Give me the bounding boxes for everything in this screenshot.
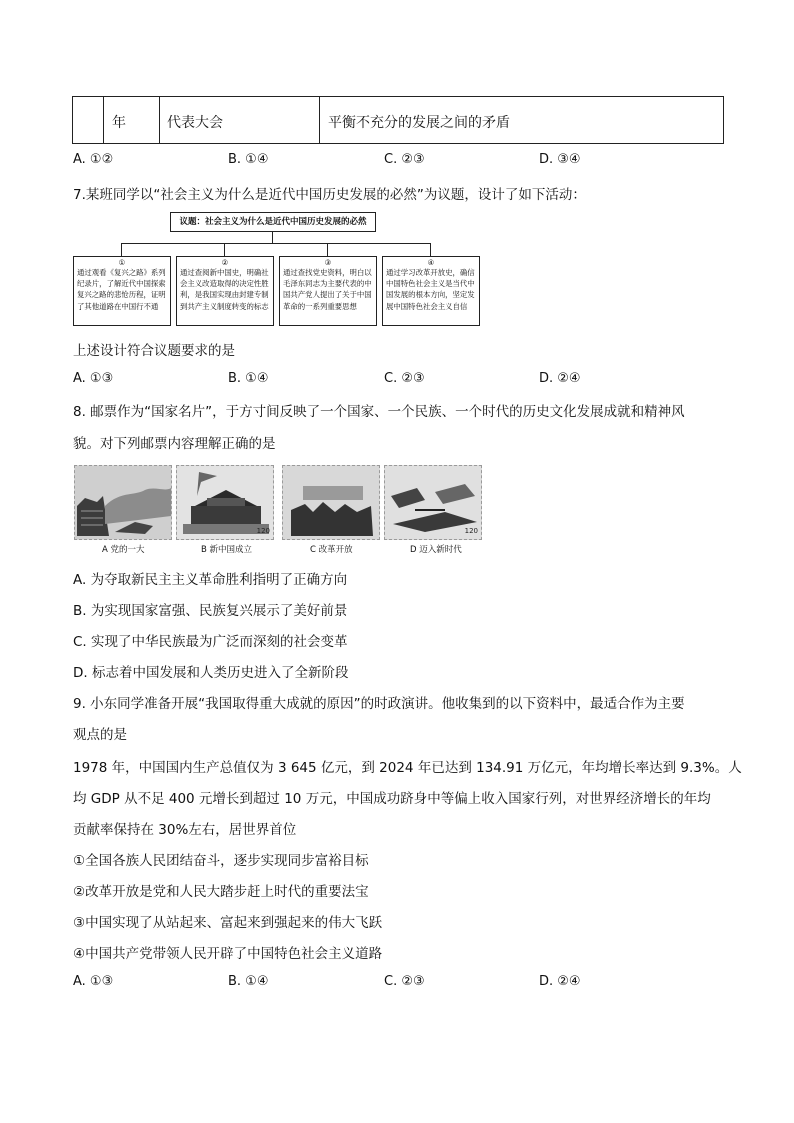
q9-material-line2: 均 GDP 从不足 400 元增长到超过 10 万元，中国成功跻身中等偏上收入国家行列，对世界经济增长的年均 xyxy=(73,791,711,807)
q9-option-c[interactable]: C. ②③ xyxy=(384,974,425,989)
stamp-a-caption: A 党的一大 xyxy=(102,545,145,555)
table-cell-2 xyxy=(103,97,160,143)
q8-option-a[interactable]: A. 为夺取新民主主义革命胜利指明了正确方向 xyxy=(73,572,348,588)
q9-item-4: ④中国共产党带领人民开辟了中国特色社会主义道路 xyxy=(73,946,383,962)
activity-box-3 xyxy=(279,256,377,326)
stamp-b-caption: B 新中国成立 xyxy=(201,545,253,555)
activity-text: 通过学习改革开放史，确信中国特色社会主义是当代中国发展的根本方向，坚定发展中国特色社会主义自信 xyxy=(386,268,475,311)
stamp-c-caption: C 改革开放 xyxy=(310,545,353,555)
activity-text: 通过观看《复兴之路》系列纪录片，了解近代中国探索复兴之路的悲怆历程，证明了其他道路在中国行不通 xyxy=(77,268,166,311)
q7-option-b[interactable]: B. ①④ xyxy=(228,371,269,386)
q9-stem-line1: 9. 小东同学准备开展“我国取得重大成就的原因”的时政演讲。他收集到的以下资料中，最适合作为主要 xyxy=(73,696,685,712)
activity-box-1 xyxy=(73,256,171,326)
activity-text: 通过查找党史资料，明白以毛泽东同志为主要代表的中国共产党人提出了关于中国革命的一系列重要思想 xyxy=(283,268,372,311)
q9-option-a[interactable]: A. ①③ xyxy=(73,974,114,989)
activity-number: ④ xyxy=(427,258,435,267)
activity-number: ③ xyxy=(324,258,332,267)
table-cell-congress: 代表大会 xyxy=(167,115,223,131)
q6-option-c[interactable]: C. ②③ xyxy=(384,152,425,167)
activity-box-2 xyxy=(176,256,274,326)
topic-box: 议题：社会主义为什么是近代中国历史发展的必然 xyxy=(170,212,376,232)
activity-box-4 xyxy=(382,256,480,326)
q7-prompt: 上述设计符合议题要求的是 xyxy=(73,343,235,359)
connector-line xyxy=(430,243,431,256)
stamp-c xyxy=(282,465,380,540)
connector-line xyxy=(224,243,225,256)
table-fragment xyxy=(72,96,724,144)
q6-option-a[interactable]: A. ①② xyxy=(73,152,114,167)
q9-material-line3: 贡献率保持在 30%左右，居世界首位 xyxy=(73,822,297,838)
q9-item-3: ③中国实现了从站起来、富起来到强起来的伟大飞跃 xyxy=(73,915,383,931)
stamp-a-image xyxy=(75,466,172,540)
q7-stem: 7.某班同学以“社会主义为什么是近代中国历史发展的必然”为议题，设计了如下活动： xyxy=(73,187,586,203)
stamp-b xyxy=(176,465,274,540)
q6-option-b[interactable]: B. ①④ xyxy=(228,152,269,167)
q9-item-1: ①全国各族人民团结奋斗，逐步实现同步富裕目标 xyxy=(73,853,369,869)
q9-stem-line2: 观点的是 xyxy=(73,727,127,743)
activity-diagram xyxy=(72,210,482,332)
activity-number: ② xyxy=(221,258,229,267)
q8-stem-line1: 8. 邮票作为“国家名片”，于方寸间反映了一个国家、一个民族、一个时代的历史文化发展成就和精神风 xyxy=(73,404,685,420)
connector-line xyxy=(121,243,122,256)
q8-option-b[interactable]: B. 为实现国家富强、民族复兴展示了美好前景 xyxy=(73,603,348,619)
stamp-d-value: 120 xyxy=(464,527,478,535)
stamp-d-caption: D 迈入新时代 xyxy=(410,545,462,555)
q8-stem-line2: 貌。对下列邮票内容理解正确的是 xyxy=(73,436,276,452)
q8-option-d[interactable]: D. 标志着中国发展和人类历史进入了全新阶段 xyxy=(73,665,349,681)
activity-text: 通过查阅新中国史，明确社会主义改造取得的决定性胜利，是我国实现由封建专制到共产主义制度转变的标志 xyxy=(180,268,269,311)
q8-option-c[interactable]: C. 实现了中华民族最为广泛而深刻的社会变革 xyxy=(73,634,348,650)
table-cell-3 xyxy=(159,97,320,143)
stamp-set xyxy=(74,465,482,560)
q9-material-line1: 1978 年，中国国内生产总值仅为 3 645 亿元，到 2024 年已达到 134.91 万亿元，年均增长率达到 9.3%。人 xyxy=(73,760,742,776)
q7-option-c[interactable]: C. ②③ xyxy=(384,371,425,386)
connector-line xyxy=(121,243,431,244)
stamp-d xyxy=(384,465,482,540)
table-cell-year: 年 xyxy=(112,115,126,131)
q6-option-d[interactable]: D. ③④ xyxy=(539,152,581,167)
stamp-b-value: 120 xyxy=(256,527,270,535)
activity-number: ① xyxy=(118,258,126,267)
table-cell-1 xyxy=(73,97,104,143)
q7-option-a[interactable]: A. ①③ xyxy=(73,371,114,386)
connector-line xyxy=(327,243,328,256)
q7-option-d[interactable]: D. ②④ xyxy=(539,371,581,386)
q9-option-b[interactable]: B. ①④ xyxy=(228,974,269,989)
stamp-a xyxy=(74,465,172,540)
q9-option-d[interactable]: D. ②④ xyxy=(539,974,581,989)
table-cell-contradiction: 平衡不充分的发展之间的矛盾 xyxy=(328,115,510,131)
q9-item-2: ②改革开放是党和人民大踏步赶上时代的重要法宝 xyxy=(73,884,369,900)
stamp-c-image xyxy=(283,466,380,540)
